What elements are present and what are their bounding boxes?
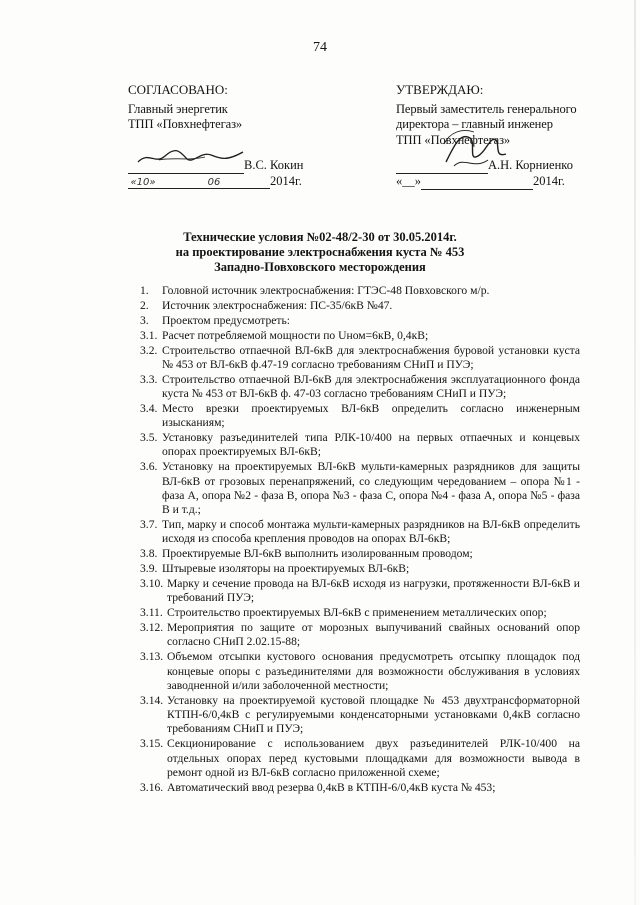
item-text: Расчет потребляемой мощности по Uном=6кВ, 0,4кВ; xyxy=(162,328,429,342)
item-text: Проектируемые ВЛ-6кВ выполнить изолированным проводом; xyxy=(162,547,473,561)
item-text: Объемом отсыпки кустового основания предусмотреть отсыпку площадок под концевые опоры с разъединителями для возможности обслуживания в условиях заводненной и/или заболоченной местности; xyxy=(167,650,580,692)
item-text: Марку и сечение провода на ВЛ-6кВ исходя из нагрузки, протяженности ВЛ-6кВ и требований ПУЭ; xyxy=(167,577,580,605)
item-number: 3.2. xyxy=(140,343,158,357)
page-number: 74 xyxy=(313,40,327,55)
item-number: 3.8. xyxy=(140,547,158,561)
list-item xyxy=(140,737,580,780)
item-text: Место врезки проектируемых ВЛ-6кВ определить согласно инженерным изысканиям; xyxy=(162,401,580,430)
item-number: 3.7. xyxy=(140,518,158,532)
confirmed-signer: А.Н. Корниенко xyxy=(488,158,573,172)
list-item xyxy=(140,621,580,650)
list-item xyxy=(140,694,580,737)
list-item xyxy=(140,606,580,620)
approved-day: «10» xyxy=(128,177,158,189)
item-text: Тип, марку и способ монтажа мульти-камерных разрядников на ВЛ-6кВ определить исходя из способа крепления проводов на опорах ВЛ-6кВ; xyxy=(162,518,580,546)
title-line-2: на проектирование электроснабжения куста № 453 xyxy=(175,245,465,259)
item-text: Головной источник электроснабжения: ГТЭС-48 Повховского м/р. xyxy=(162,284,490,297)
confirmed-role-line2: директора – главный инженер xyxy=(396,117,553,131)
list-item xyxy=(140,650,580,693)
item-number: 3.15. xyxy=(140,737,164,751)
list-item xyxy=(140,577,580,606)
approved-org: ТПП «Повхнефтегаз» xyxy=(128,117,243,131)
confirmed-role-line1: Первый заместитель генерального xyxy=(396,101,577,116)
item-text: Установку разъединителей типа РЛК-10/400 на первых отпаечных и концевых опорах проектируемых ВЛ-6кВ; xyxy=(162,431,580,459)
confirmed-date-line xyxy=(396,174,565,190)
item-text: Строительство проектируемых ВЛ-6кВ с применением металлических опор; xyxy=(167,606,547,620)
approved-block xyxy=(128,82,328,133)
list-item xyxy=(140,518,580,547)
list-item xyxy=(140,431,580,460)
list-item xyxy=(140,547,580,561)
list-item xyxy=(140,402,580,431)
item-number: 3.12. xyxy=(140,621,164,635)
item-number: 3.1. xyxy=(140,328,158,342)
list-item xyxy=(140,314,580,328)
confirmed-day: «__» xyxy=(396,174,421,188)
item-number: 1. xyxy=(140,284,149,297)
approved-role: Главный энергетик xyxy=(128,101,228,116)
title-line-3: Западно-Повховского месторождения xyxy=(214,260,426,274)
item-number: 3. xyxy=(140,313,149,327)
item-number: 3.16. xyxy=(140,780,164,794)
item-text: Автоматический ввод резерва 0,4кВ в КТПН-6/0,4кВ куста № 453; xyxy=(167,780,496,794)
confirmed-year: 2014г. xyxy=(533,174,565,188)
list-item xyxy=(140,284,580,298)
item-number: 3.9. xyxy=(140,562,158,576)
scan-edge xyxy=(634,0,636,905)
list-item xyxy=(140,299,580,313)
item-number: 3.5. xyxy=(140,431,158,445)
approved-heading: СОГЛАСОВАНО: xyxy=(128,82,228,97)
item-text: Секционирование с использованием двух разъединителей РЛК-10/400 на отдельных опорах перед кустовыми площадками для возможности вывода в ремонт одной из ВЛ-6кВ согласно приложенной схеме; xyxy=(167,737,580,779)
item-text: Установку на проектируемых ВЛ-6кВ мульти-камерных разрядников для защиты ВЛ-6кВ от грозовых перенапряжений, со следующим чередованием – опора №1 - фаза А, опора №2 - фаза В, опора №3 - фаза С, опора №4 - фаза А, опора №5 - фаза В и т.д.; xyxy=(162,460,580,517)
list-item xyxy=(140,781,580,795)
approved-signature-line xyxy=(128,158,303,174)
item-number: 2. xyxy=(140,298,149,312)
item-number: 3.11. xyxy=(140,606,163,620)
item-text: Строительство отпаечной ВЛ-6кВ для электроснабжения буровой установки куста № 453 от ВЛ-6кВ ф.47-19 согласно требованиям СНиП и ПУЭ; xyxy=(162,343,580,371)
list-item xyxy=(140,344,580,373)
title-line-1: Технические условия №02-48/2-30 от 30.05.2014г. xyxy=(183,230,457,244)
item-number: 3.13. xyxy=(140,650,164,664)
item-number: 3.6. xyxy=(140,460,158,474)
item-number: 3.10. xyxy=(140,577,164,591)
item-text: Мероприятия по защите от морозных выпучиваний свайных оснований опор согласно СНиП 2.02.15-88; xyxy=(167,621,580,649)
item-text: Проектом предусмотреть: xyxy=(162,313,291,327)
list-item xyxy=(140,460,580,517)
list-item xyxy=(140,562,580,576)
item-number: 3.4. xyxy=(140,401,158,415)
confirmed-org: ТПП «Повхнефтегаз» xyxy=(396,132,511,147)
item-number: 3.3. xyxy=(140,372,158,386)
item-text: Источник электроснабжения: ПС-35/6кВ №47. xyxy=(162,298,393,312)
item-number: 3.14. xyxy=(140,693,164,707)
list-item xyxy=(140,373,580,402)
document-title xyxy=(0,230,640,275)
item-text: Штыревые изоляторы на проектируемых ВЛ-6кВ; xyxy=(162,562,410,576)
approved-month: 06 xyxy=(158,177,270,189)
confirmed-signature-line xyxy=(396,158,573,174)
requirements-list xyxy=(140,284,580,796)
item-text: Установку на проектируемой кустовой площадке № 453 двухтрансформаторной КТПН-6/0,4кВ с регулируемыми конденсаторными установками 0,4кВ согласно требованиям СНиП и ПУЭ; xyxy=(167,693,580,736)
approved-date-line xyxy=(128,174,302,189)
approved-year: 2014г. xyxy=(270,174,302,188)
approved-signer: В.С. Кокин xyxy=(244,158,304,172)
list-item xyxy=(140,329,580,343)
confirmed-heading: УТВЕРЖДАЮ: xyxy=(396,82,484,97)
item-text: Строительство отпаечной ВЛ-6кВ для электроснабжения эксплуатационного фонда куста № 453 от ВЛ-6кВ ф. 47-03 согласно требованиям СНиП и ПУЭ; xyxy=(162,372,580,401)
